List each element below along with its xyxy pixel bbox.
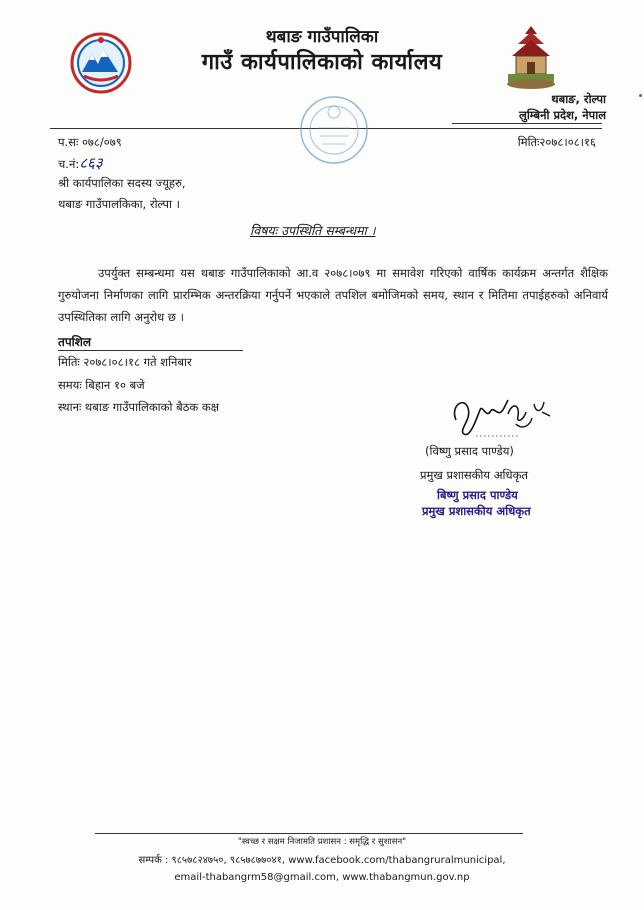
edge-dot bbox=[639, 94, 642, 97]
footer-contact-line-1: सम्पर्क : ९८५७८२४७५०, ९८५७८७७०४१, www.facebook.com/thabangruralmunicipal, bbox=[138, 855, 506, 866]
letter-date: मितिः२०७८।०८।१६ bbox=[517, 135, 596, 149]
recipient-line-1: श्री कार्यपालिका सदस्य ज्यूहरु, bbox=[58, 176, 186, 190]
stamp-title: प्रमुख प्रशासकीय अधिकृत bbox=[422, 504, 531, 518]
subject-line: विषयः उपस्थिति सम्बन्धमा । bbox=[250, 223, 376, 238]
details-date: मितिः २०७८।०८।१८ गते शनिबार bbox=[58, 355, 192, 369]
dispatch-number bbox=[58, 153, 103, 173]
dispatch-label: च.नं: bbox=[58, 157, 80, 171]
footer-divider bbox=[95, 833, 523, 834]
recipient-line-2: थबाङ गाउँपालकिका, रोल्पा । bbox=[58, 197, 181, 211]
signatory-title: प्रमुख प्रशासकीय अधिकृत bbox=[420, 468, 528, 482]
reference-number: प.सः ०७८/०७९ bbox=[58, 135, 122, 149]
body-paragraph: उपर्युक्त सम्बन्धमा यस थबाङ गाउँपालिकाको आ.व २०७८।०७९ मा समावेश गरिएको वार्षिक कार्यक्रम अन्तर्गत शैक्षिक गुरुयोजना निर्माणका लागि प्रारम्भिक अन्तरक्रिया गर्नुपर्ने भएकाले तपशिल बमोजिमको समय, स्थान र मितिमा तपाईहरुको अनिवार्य उपस्थितिका लागि अनुरोध छ । bbox=[58, 266, 608, 324]
municipality-name: थबाङ गाउँपालिका bbox=[265, 27, 379, 47]
details-underline bbox=[58, 350, 243, 351]
stamp-name: बिष्णु प्रसाद पाण्डेय bbox=[437, 488, 518, 502]
office-name: गाउँ कार्यपालिकाको कार्यालय bbox=[201, 50, 443, 75]
address-line-2: लुम्बिनी प्रदेश, नेपाल bbox=[519, 108, 606, 122]
details-heading: तपशिल bbox=[58, 335, 92, 349]
dispatch-handwritten-number: ८६३ bbox=[79, 154, 103, 172]
signatory-name: (विष्णु प्रसाद पाण्डेय) bbox=[425, 444, 514, 458]
footer-motto: "स्वच्छ र सक्षम निजामति प्रशासन : समृद्धि र सुशासन" bbox=[237, 837, 407, 847]
address-line-1: थबाङ, रोल्पा bbox=[551, 92, 606, 106]
office-seal-stamp bbox=[296, 92, 372, 168]
footer-contact-line-2: email-thabangrm58@gmail.com, www.thabangmun.gov.np bbox=[174, 872, 470, 883]
details-place: स्थानः थबाङ गाउँपालिकाको बैठक कक्ष bbox=[58, 400, 219, 414]
details-time: समयः बिहान १० बजे bbox=[58, 378, 145, 392]
handwritten-signature bbox=[446, 390, 556, 442]
address-underline bbox=[452, 123, 602, 124]
